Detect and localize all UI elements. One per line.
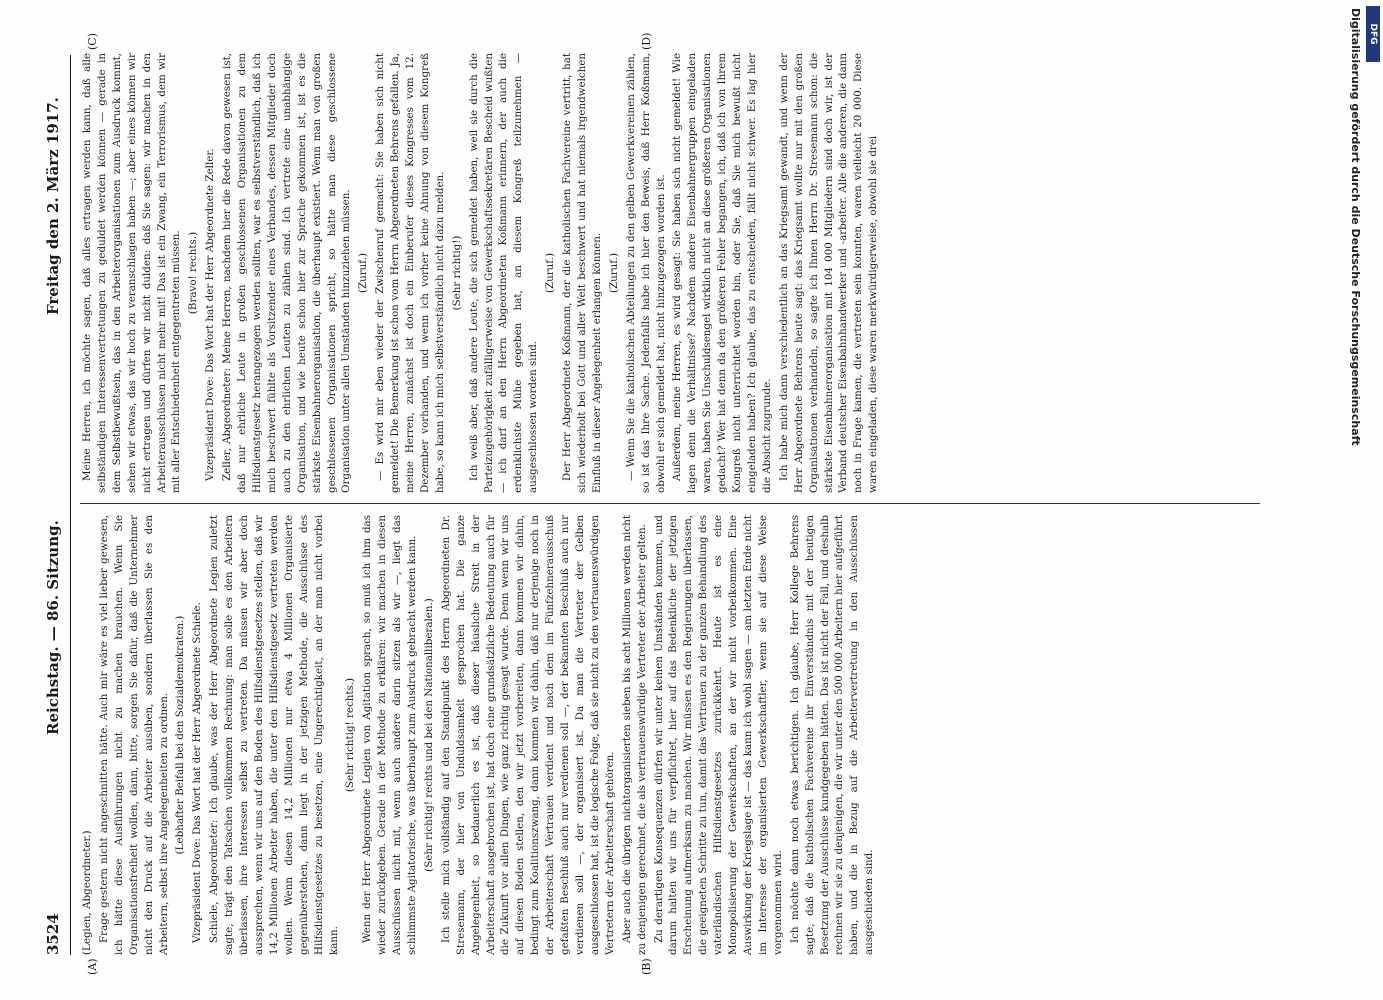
paragraph: Vizepräsident Dove: Das Wort hat der Herr Abgeordnete Schiele.	[191, 602, 204, 943]
interjection: (Zuruf.)	[544, 252, 557, 294]
paragraph: Ich stelle mich vollständig auf den Standpunkt des Herrn Abgeordneten Dr. Stresemann, der hier von Unduldsamkeit gesprochen hat. Die ganze Angelegenheit, so bedauerlich es ist, daß dieser häusliche Streit in der Arbeiterschaft ausgebrochen ist, hat doch eine grundsätzliche Bedeutung auch für die Zukunft vor allen Dingen, wie ganz richtig gesagt wurde. Denn wenn wir uns auf diesen Boden stellen, den wir jetzt vorbereiten, dann kommen wir dahin, bedingt zum Koalitionszwang, dann kommen wir dahin, daß nur derjenige noch in der Arbeiterschaft Vertrauen verdient und nach dem im Fünfzehnerausschuß gefaßten Beschluß auch nur verdienen soll —, der bekannten Beschluß auch nur verdienen soll —, der organisiert ist. Da man die Vertreter der Gelben ausgeschlossen hat, ist die logische Folge, daß sie nicht zu den vertrauenswürdigen Vertretern der Arbeiterschaft gehören.	[439, 515, 616, 955]
paragraph: Schiele, Abgeordneter: Ich glaube, was der Herr Abgeordnete Legien zuletzt sagte, trägt den Tatsachen vollkommen Rechnung: man solle es den Arbeitern überlassen, ihre Interessen selbst zu vertreten. Da müssen wir aber doch aussprechen, wenn wir uns auf den Boden des Hilfsdienstgesetzes stellen, daß wir 14,2 Millionen Arbeiter haben, die unter den Hilfsdienstgesetz vertreten werden wollen. Wenn diesen 14,2 Millionen nur etwa 4 Millionen Organisierte gegenüberstehen, dann liegt in der jetzigen Methode, die Ausschüsse des Hilfsdienstgesetzes zu besetzen, eine Ungerechtigkeit, an der man nicht vorbei kann.	[208, 515, 340, 955]
paragraph: — Es wird mir eben wieder der Zwischenruf gemacht: Sie haben sich nicht gemeldet! Die Bemerkung ist schon vom Herrn Abgeordneten Behrens gefallen. Ja, meine Herren, zunächst ist doch ein Einberufer dieses Kongresses vom 12. Dezember vorhanden, und wenn ich vorher keine Ahnung von diesem Kongreß habe, so kann ich mich selbstverständlich nicht dazu melden.	[374, 53, 446, 493]
paragraph: — Wenn Sie die katholischen Abteilungen zu den gelben Gewerkvereinen zählen, so ist das Ihre Sache. Jedenfalls habe ich hier den Beweis, daß Herr Koßmann, obwohl er sich gemeldet hat, nicht hinzugezogen worden ist.	[624, 53, 667, 493]
paragraph: Zeller, Abgeordneter: Meine Herren, nachdem hier die Rede davon gewesen ist, daß nur ehrliche Leute in großen geschlossenen Organisationen zu dem Hilfsdienstgesetz herangezogen werden sollten, war es selbstverständlich, daß ich mich beschwert fühlte als Vorsitzender eines Verbandes, dessen Mitglieder doch auch zu den ehrlichen Leuten zu zählen sind. Ich vertrete eine unabhängige Organisation, und wie heute schon hier zur Sprache gekommen ist, ist es die stärkste Eisenbahnerorganisation, die überhaupt existiert. Wenn man von großen geschlossenen Organisationen spricht, so hätte man diese geschlossene Organisation unter allen Umständen hinzuziehen müssen.	[221, 53, 353, 493]
interjection: (Lebhafter Beifall bei den Sozialdemokraten.)	[174, 615, 187, 855]
paragraph: Ich weiß aber, daß andere Leute, die sich gemeldet haben, weil sie durch die Parteizugehörigkeit zufälligerweise von Gewerkschaftssekretären Bescheid wußten — ich darf an den Herrn Abgeordneten Koßmann erinnern, der auch die erdenklichste Mühe gegeben hat, an diesem Kongreß teilzunehmen — ausgeschlossen worden sind.	[467, 53, 540, 493]
interjection: (Sehr richtig! rechts und bei den Nationalliberalen.)	[422, 598, 435, 872]
page-header	[40, 55, 68, 955]
paragraph: Frage gestern nicht angeschnitten hätte. Auch mir wäre es viel lieber gewesen, ich hätte diese Ausführungen nicht zu machen brauchen. Wenn Sie Organisationsfreiheit wollen, dann, bitte, sorgen Sie dafür, daß die Unternehmer nicht den Druck auf die Arbeiter ausüben, sondern überlassen Sie es den Arbeitern, selbst ihre Angelegenheiten zu ordnen.	[97, 515, 170, 955]
right-column	[80, 53, 1280, 493]
interjection: (Zuruf.)	[357, 252, 370, 294]
session-date: Freitag den 2. März 1917.	[44, 97, 62, 315]
interjection: (Sehr richtig! rechts.)	[344, 677, 357, 793]
paragraph: Der Herr Abgeordnete Koßmann, der die katholischen Fachvereine vertritt, hat sich wiederholt bei Gott und aller Welt beschwert und hat niemals irgendwelchen Einfluß in dieser Angelegenheit erlangen können.	[561, 53, 603, 493]
digitization-note	[1346, 8, 1362, 992]
dfg-logo	[1366, 6, 1380, 62]
paragraph: Aber auch die übrigen nichtorganisierten sieben bis acht Millionen werden nicht zu denjenigen gerechnet, die als vertrauenswürdige Vertreter der Arbeiter gelten.	[620, 515, 648, 955]
paragraph: Außerdem, meine Herren, es wird gesagt: Sie haben sich nicht gemeldet! Wie lagen denn die Verhältnisse? Nachdem andere Eisenbahnergruppen eingeladen waren, haben Sie Unschuldsengel wirklich nicht an diese größeren Organisationen gedacht? Wer hat denn da den größeren Fehler begangen, ich, daß ich von Ihrem Kongreß nicht unterrichtet worden bin, oder Sie, daß Sie mich bewußt nicht eingeladen haben? Ich glaube, das zu entscheiden, fällt nicht schwer. Es lag hier die Absicht zugrunde.	[671, 53, 773, 493]
interjection: (Zuruf.)	[607, 252, 620, 294]
paragraph: Ich habe mich dann verschiedentlich an das Kriegsamt gewandt, und wenn der Herr Abgeordnete Behrens heute sagt: das Kriegsamt wollte nur mit den großen Organisationen verhandeln, so sagte ich Ihnen Herrn Dr. Stresemann schon: die stärkste Eisenbahnerorganisation mit 104 000 Mitgliedern sind doch wir, ist der Verband deutscher Eisenbahnhandwerker und -arbeiter. Alle die anderen, die dann noch in Frage kamen, die vertreten sein konnten, waren vielleicht 20 000. Diese waren eingeladen, diese waren merkwürdigerweise, obwohl sie drei	[777, 53, 880, 493]
margin-marker-d: (D)	[640, 32, 653, 50]
speaker-reference: (Legien, Abgeordneter.)	[81, 830, 93, 955]
margin-marker-c: (C)	[86, 33, 99, 50]
interjection: (Sehr richtig!)	[450, 235, 463, 311]
paragraph: Ich möchte dann noch etwas berichtigen. Ich glaube, Herr Kollege Behrens sagte, daß die katholischen Fachvereine ihr Einverständnis mit der heutigen Besetzung der Ausschüsse kundgegeben hätten. Das ist nicht der Fall, und deshalb rechnen wir sie zu denjenigen, die wir unter den 500 000 Arbeitern hier aufgeführt haben, und die in Bezug auf die Arbeitervertretung in den Ausschüssen ausgeschieden sind.	[788, 515, 876, 955]
header-rule	[70, 55, 71, 955]
left-column	[80, 515, 1280, 955]
dfg-logo-text: DFG	[1368, 23, 1378, 45]
paragraph: Meine Herren, ich möchte sagen, daß alles ertragen werden kann, daß alle selbständigen Interessenvertretungen zu geduldet werden können — gerade in dem Selbstbewußtsein, das in den Arbeiterorganisationen zum Ausdruck kommt, sehen wir etwas, das wir hoch zu veranschlagen haben —; aber eines können wir nicht ertragen und dürfen wir nicht dulden: daß Sie sagen: wir machen in den Arbeiterausschüssen nicht mehr mit! Das ist ein Zwang, ein Terrorismus, dem wir mit aller Entschiedenheit entgegentreten müssen.	[81, 53, 183, 493]
interjection: (Bravo! rechts.)	[187, 231, 200, 315]
page-number: 3524	[44, 913, 62, 955]
margin-marker-b: (B)	[640, 958, 653, 975]
column-divider	[80, 503, 1260, 504]
paragraph: Zu derartigen Konsequenzen dürfen wir unter keinen Umständen kommen, und darum halten wir uns für verpflichtet, hier auf das Bedenkliche der jetzigen Erscheinung aufmerksam zu machen. Wir müssen es den Regierungen überlassen, die geeigneten Schritte zu tun, damit das Vertrauen zu der ganzen Behandlung des vaterländischen Hilfsdienstgesetzes zurückkehrt. Heute ist es eine Monopolisierung der Gewerkschaften, an der wir nicht vorbeikommen. Eine Auswirkung der Kriegslage ist — das kann ich wohl sagen — am letzten Ende nicht im Interesse der organisierten Gewerkschaftler, wenn sie auf diese Weise vorgenommen wird.	[652, 515, 784, 955]
margin-marker-a: (A)	[86, 958, 99, 975]
session-title: Reichstag. — 86. Sitzung.	[44, 520, 62, 735]
paragraph: Vizepräsident Dove: Das Wort hat der Herr Abgeordnete Zeller.	[204, 148, 217, 481]
page-content	[40, 32, 1300, 975]
paragraph: Wenn der Herr Abgeordnete Legien von Agitation sprach, so muß ich ihm das wieder zurückgeben. Gerade in der Methode zu erklären: wir machen in diesen Ausschüssen nicht mit, wenn auch andere darin sitzen als wir —, liegt das schlimmste Agitatorische, was überhaupt zum Ausdruck gebracht werden kann.	[361, 515, 419, 955]
digitization-note-text: Digitalisierung gefördert durch die Deutsche Forschungsgemeinschaft	[1349, 8, 1362, 446]
